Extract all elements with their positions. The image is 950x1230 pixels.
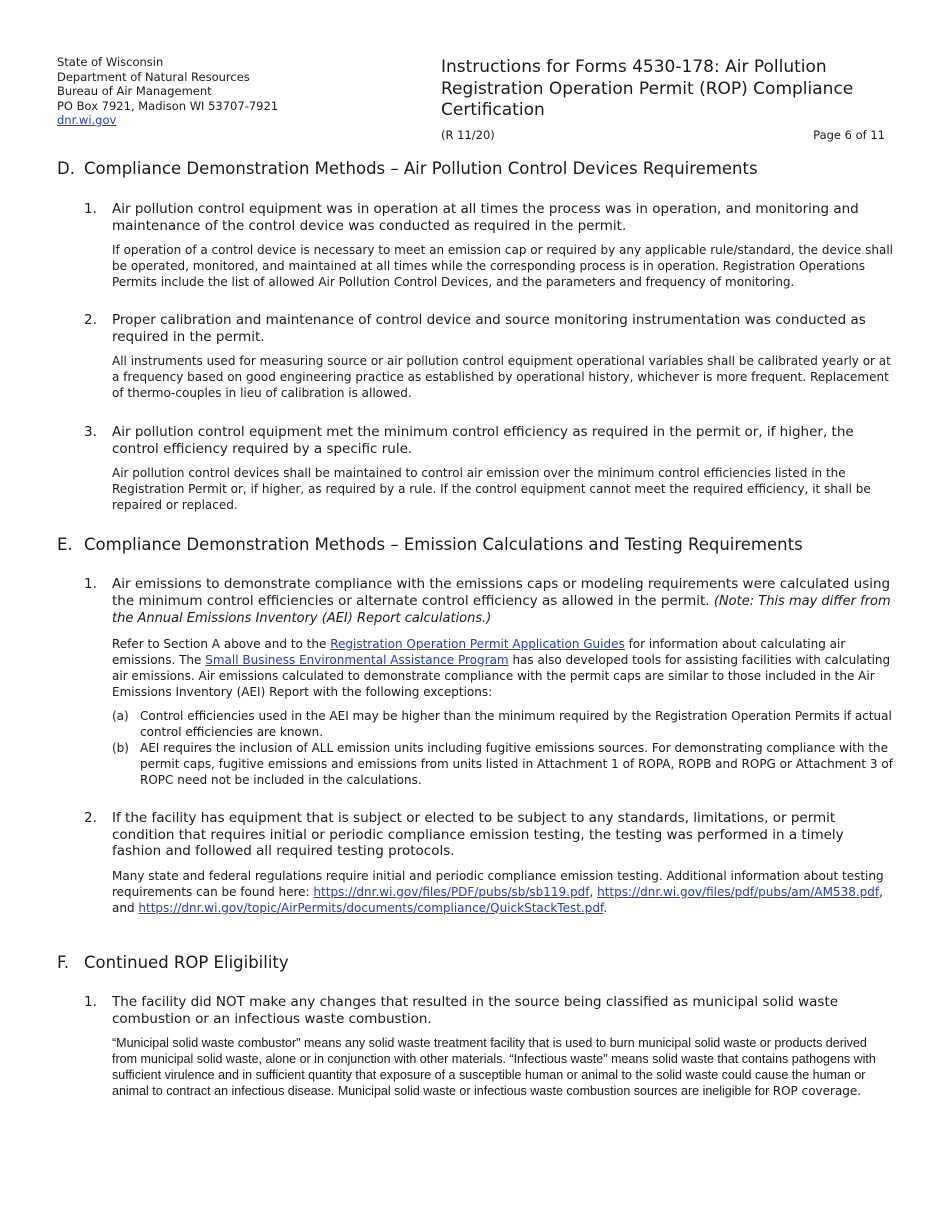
item-explanation: Refer to Section A above and to the Registration Operation Permit Application Guides for information about calculating air emissions. The Small Business Environmental Assistance Program has also developed tools for assisting facilities with calculating air emissions. Air emissions calculated to demonstrate compliance with the permit caps are similar to those included in the Air Emissions Inventory (AEI) Report with the following exceptions: [112, 636, 891, 699]
section-f-heading [57, 953, 289, 972]
website-link[interactable]: dnr.wi.gov [57, 113, 117, 127]
item-statement: Air pollution control equipment met the minimum control efficiency as required in the permit or, if higher, the control efficiency required by a specific rule. [112, 424, 854, 457]
am538-link[interactable]: https://dnr.wi.gov/files/pdf/pubs/am/AM538.pdf [597, 884, 880, 899]
item-statement: Air emissions to demonstrate compliance with the emissions caps or modeling requirements were calculated using the minimum control efficiencies or alternate control efficiency as allowed in the permit. (Note: This may differ from the Annual Emissions Inventory (AEI) Report calculations.) [112, 576, 891, 626]
quickstacktest-link[interactable]: https://dnr.wi.gov/topic/AirPermits/documents/compliance/QuickStackTest.pdf [138, 900, 604, 915]
page-number: Page 6 of 11 [813, 127, 885, 142]
item-explanation: Many state and federal regulations require initial and periodic compliance emission testing. Additional information about testing requirements can be found here: https://dnr.wi.gov/files/PDF/pubs/sb/sb119.pdf, https://dnr.wi.gov/files/pdf/pubs/am/AM538.pdf, and https://dnr.wi.gov/topic/AirPermits/documents/compliance/QuickStackTest.pdf. [112, 868, 884, 915]
item-number: 2. [84, 810, 97, 826]
section-d-item-2 [84, 312, 894, 401]
item-statement: The facility did NOT make any changes that resulted in the source being classified as municipal solid waste combustion or an infectious waste combustion. [112, 994, 839, 1027]
item-explanation: If operation of a control device is necessary to meet an emission cap or required by any applicable rule/standard, the device shall be operated, monitored, and maintained at all times while the corresponding process is in operation. Registration Operations Permits include the list of allowed Air Pollution Control Devices, and the parameters and frequency of monitoring. [112, 243, 893, 289]
document-title: Instructions for Forms 4530-178: Air Pollution Registration Operation Permit (ROP) Compliance Certification [441, 57, 854, 120]
agency-address [57, 55, 278, 128]
section-f-item-1 [84, 994, 894, 1099]
sub-item-b [112, 740, 894, 788]
sbeap-link[interactable]: Small Business Environmental Assistance Program [205, 652, 509, 667]
agency-line: Bureau of Air Management [57, 84, 212, 98]
sub-item-number: (b) [112, 740, 129, 755]
item-statement: Proper calibration and maintenance of control device and source monitoring instrumentation was conducted as required in the permit. [112, 312, 866, 345]
item-statement: If the facility has equipment that is subject or elected to be subject to any standards, limitations, or permit condition that requires initial or periodic compliance emission testing, the testing was performed in a timely fashion and followed all required testing protocols. [112, 810, 844, 859]
section-d-item-3 [84, 424, 894, 513]
italic-note: (Note: This may differ from the Annual Emissions Inventory (AEI) Report calculations.) [112, 593, 891, 626]
agency-line: State of Wisconsin [57, 55, 164, 69]
document-header [441, 57, 891, 142]
rop-application-guides-link[interactable]: Registration Operation Permit Application Guides [330, 636, 625, 651]
item-number: 1. [84, 201, 97, 217]
item-statement: Air pollution control equipment was in operation at all times the process was in operation, and monitoring and maintenance of the control device was conducted as required in the permit. [112, 201, 859, 234]
agency-line: Department of Natural Resources [57, 69, 250, 84]
item-explanation: “Municipal solid waste combustor" means any solid waste treatment facility that is used to burn municipal solid waste or products derived from municipal solid waste, alone or in conjunction with other materials. “Infectious waste" means solid waste that contains pathogens with sufficient virulence and in sufficient quantity that exposure of a susceptible human or animal to the solid waste could cause the human or animal to contract an infectious disease. Municipal solid waste or infectious waste combustion sources are ineligible for ROP coverage. [112, 1036, 876, 1098]
sub-item-a [112, 708, 894, 740]
section-e-item-2 [84, 810, 894, 916]
section-d-item-1 [84, 201, 894, 290]
section-title: Compliance Demonstration Methods – Air Pollution Control Devices Requirements [84, 159, 758, 178]
item-explanation: Air pollution control devices shall be maintained to control air emission over the minimum control efficiencies listed in the Registration Permit or, if higher, as required by a rule. If the control equipment cannot meet the required efficiency, it shall be repaired or replaced. [112, 466, 871, 512]
section-title: Continued ROP Eligibility [84, 953, 289, 972]
section-e-heading [57, 535, 803, 554]
section-letter: F. [57, 953, 70, 972]
item-number: 1. [84, 576, 97, 592]
item-number: 1. [84, 994, 97, 1010]
item-number: 2. [84, 312, 97, 328]
sub-item-text: Control efficiencies used in the AEI may be higher than the minimum required by the Registration Operation Permits if actual control efficiencies are known. [140, 708, 892, 739]
section-e-item-1 [84, 576, 894, 788]
agency-line: PO Box 7921, Madison WI 53707-7921 [57, 98, 279, 113]
sub-item-text: AEI requires the inclusion of ALL emission units including fugitive emissions sources. For demonstrating compliance with the permit caps, fugitive emissions and emissions from units listed in Attachment 1 of ROPA, ROPB and ROPG or Attachment 3 of ROPC need not be included in the calculations. [140, 740, 893, 787]
section-title: Compliance Demonstration Methods – Emission Calculations and Testing Requirements [84, 535, 803, 554]
sb119-link[interactable]: https://dnr.wi.gov/files/PDF/pubs/sb/sb119.pdf [313, 884, 590, 899]
section-letter: D. [57, 159, 75, 178]
section-letter: E. [57, 535, 73, 554]
section-d-heading [57, 159, 758, 178]
item-number: 3. [84, 424, 97, 440]
revision-date: (R 11/20) [441, 127, 495, 142]
item-explanation: All instruments used for measuring source or air pollution control equipment operational variables shall be calibrated yearly or at a frequency based on good engineering practice as established by operational history, whichever is more frequent. Replacement of thermo-couples in lieu of calibration is allowed. [112, 354, 891, 400]
sub-item-number: (a) [112, 708, 129, 723]
